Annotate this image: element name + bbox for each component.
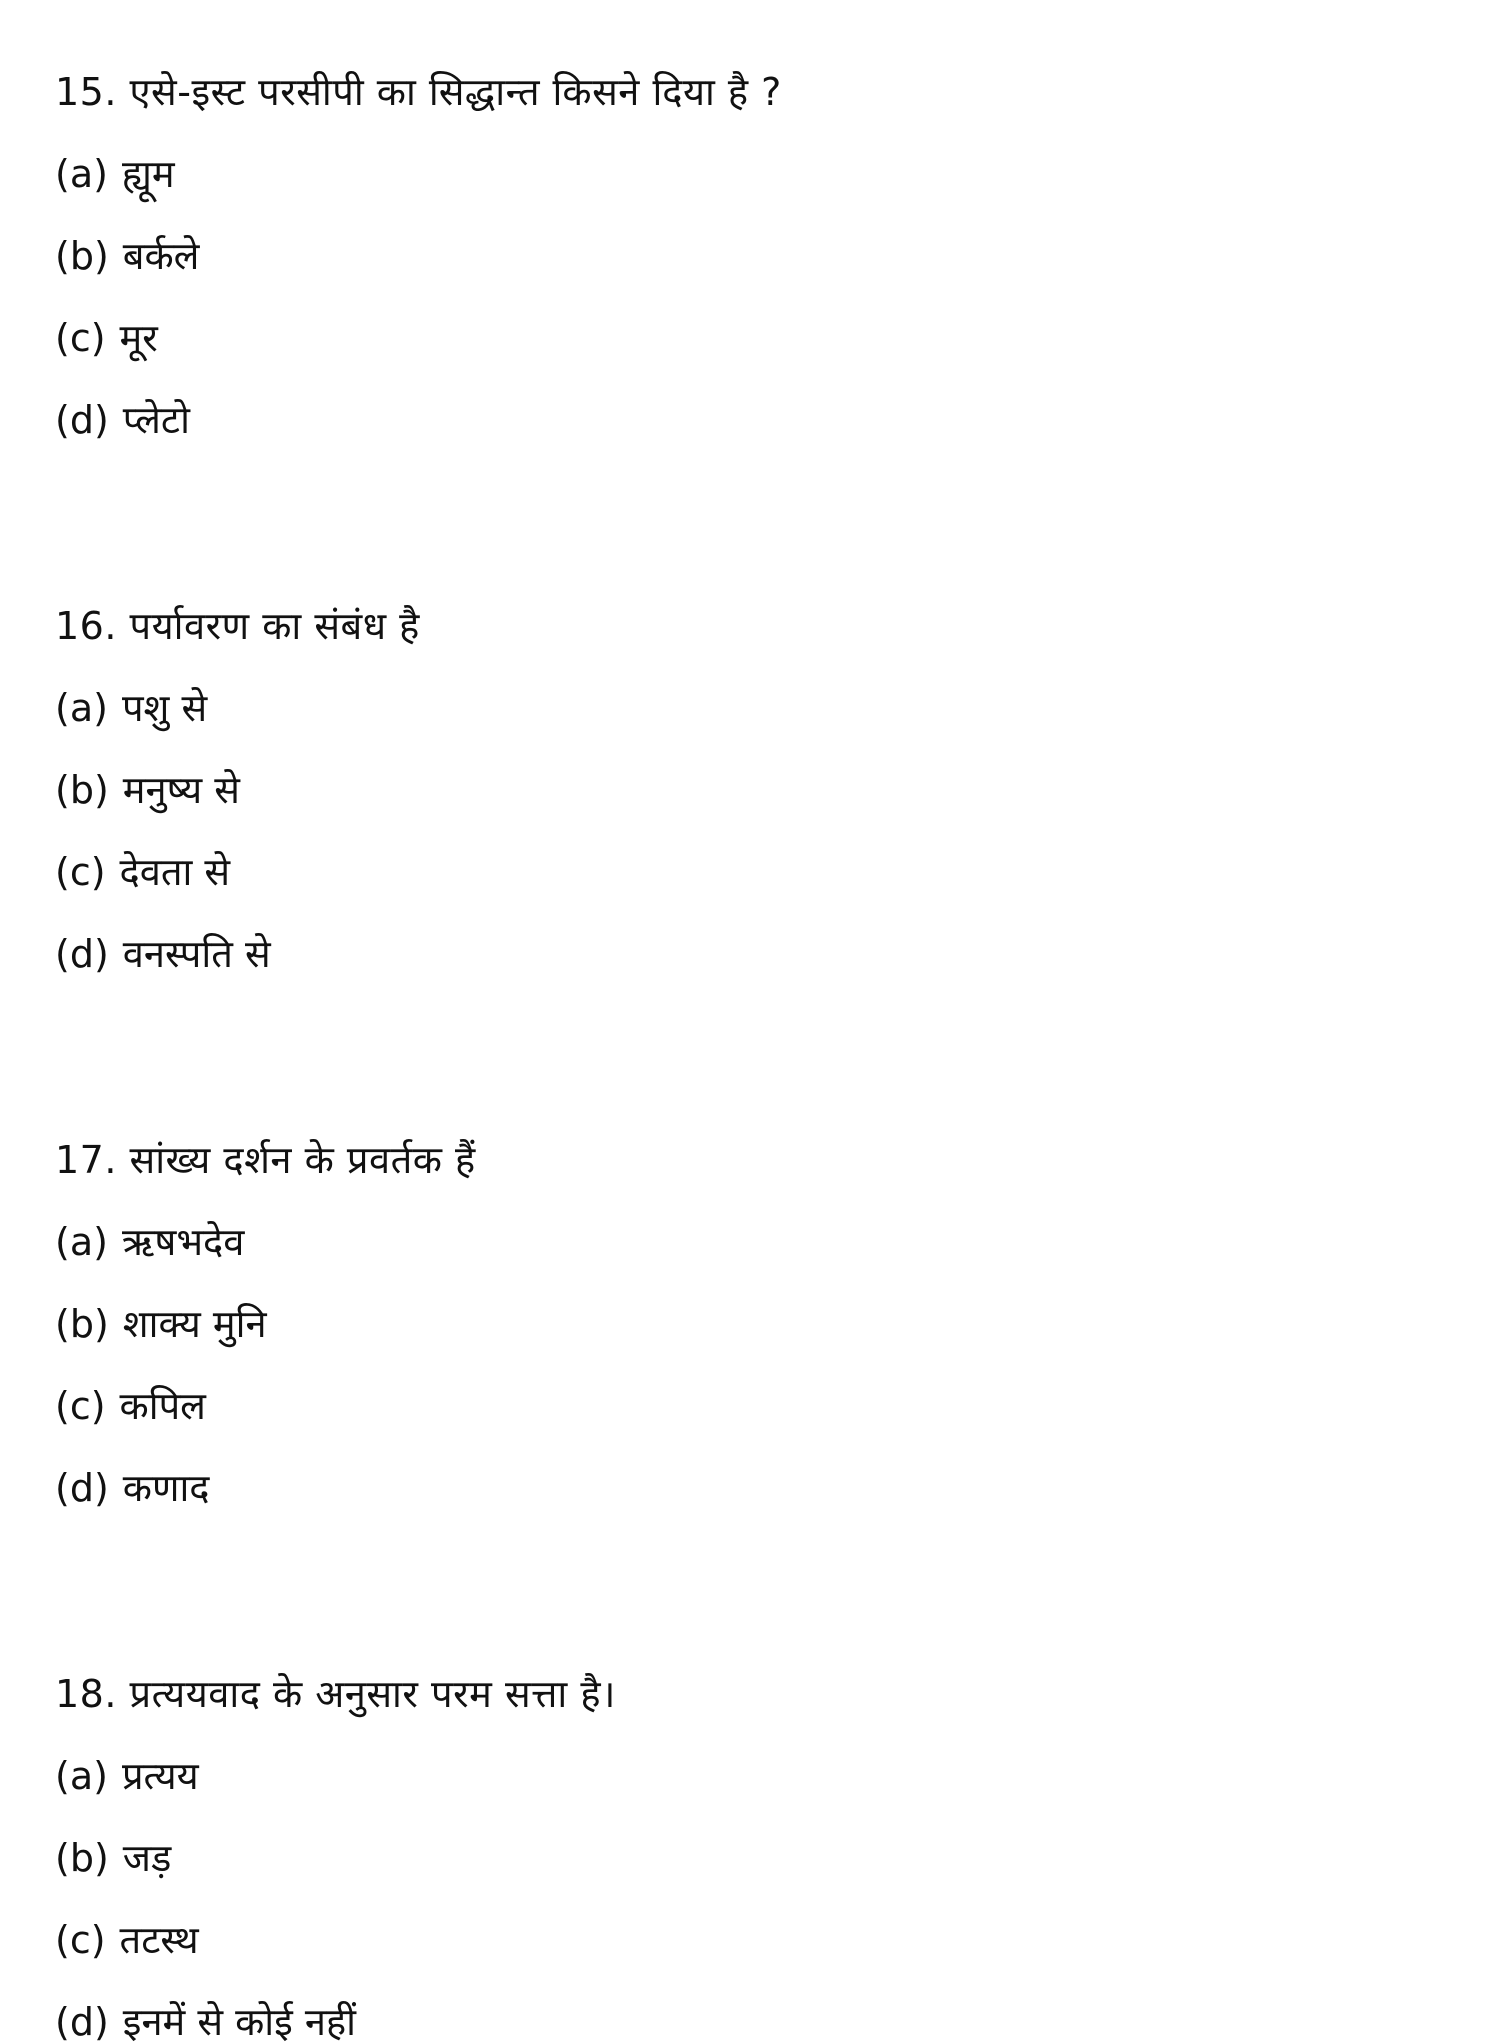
option-c <box>55 316 1455 360</box>
question-stem <box>55 1672 1455 1716</box>
option-d <box>55 2000 1455 2044</box>
question-text: पर्यावरण का संबंध है <box>129 604 420 648</box>
option-c <box>55 1384 1455 1428</box>
option-text: बर्कले <box>122 234 200 278</box>
option-letter: (a) <box>55 1220 108 1264</box>
option-text: वनस्पति से <box>122 932 271 976</box>
question-15 <box>55 70 1455 442</box>
question-stem <box>55 1138 1455 1182</box>
option-text: शाक्य मुनि <box>122 1302 267 1346</box>
option-text: मनुष्य से <box>122 768 240 812</box>
option-letter: (a) <box>55 152 108 196</box>
question-text: एसे-इस्ट परसीपी का सिद्धान्त किसने दिया है ? <box>129 70 782 114</box>
option-b <box>55 1302 1455 1346</box>
option-text: इनमें से कोई नहीं <box>122 2000 356 2044</box>
question-number: 15. <box>55 70 117 114</box>
option-a <box>55 1754 1455 1798</box>
option-d <box>55 398 1455 442</box>
option-a <box>55 1220 1455 1264</box>
question-text: प्रत्ययवाद के अनुसार परम सत्ता है। <box>129 1672 616 1716</box>
option-a <box>55 686 1455 730</box>
option-letter: (c) <box>55 850 106 894</box>
option-c <box>55 1918 1455 1962</box>
option-a <box>55 152 1455 196</box>
option-letter: (a) <box>55 1754 108 1798</box>
option-c <box>55 850 1455 894</box>
option-letter: (b) <box>55 1836 109 1880</box>
option-letter: (d) <box>55 2000 109 2044</box>
option-letter: (b) <box>55 234 109 278</box>
option-text: पशु से <box>121 686 208 730</box>
option-letter: (c) <box>55 1918 106 1962</box>
question-page <box>55 70 1455 2044</box>
option-letter: (b) <box>55 768 109 812</box>
option-d <box>55 1466 1455 1510</box>
question-number: 17. <box>55 1138 117 1182</box>
question-number: 16. <box>55 604 117 648</box>
question-17 <box>55 1138 1455 1510</box>
option-text: जड़ <box>122 1836 172 1880</box>
option-text: कपिल <box>119 1384 206 1428</box>
option-text: तटस्थ <box>119 1918 199 1962</box>
option-text: प्रत्यय <box>121 1754 199 1798</box>
question-stem <box>55 70 1455 114</box>
option-text: मूर <box>119 316 158 360</box>
question-16 <box>55 604 1455 976</box>
option-b <box>55 1836 1455 1880</box>
option-text: ऋषभदेव <box>121 1220 245 1264</box>
question-number: 18. <box>55 1672 117 1716</box>
option-text: प्लेटो <box>122 398 190 442</box>
option-b <box>55 768 1455 812</box>
option-letter: (d) <box>55 398 109 442</box>
option-letter: (d) <box>55 932 109 976</box>
option-text: ह्यूम <box>121 152 175 196</box>
option-text: देवता से <box>119 850 231 894</box>
option-b <box>55 234 1455 278</box>
option-letter: (a) <box>55 686 108 730</box>
option-letter: (d) <box>55 1466 109 1510</box>
question-18 <box>55 1672 1455 2044</box>
option-letter: (b) <box>55 1302 109 1346</box>
option-letter: (c) <box>55 1384 106 1428</box>
question-stem <box>55 604 1455 648</box>
option-letter: (c) <box>55 316 106 360</box>
option-d <box>55 932 1455 976</box>
question-text: सांख्य दर्शन के प्रवर्तक हैं <box>129 1138 476 1182</box>
option-text: कणाद <box>122 1466 210 1510</box>
